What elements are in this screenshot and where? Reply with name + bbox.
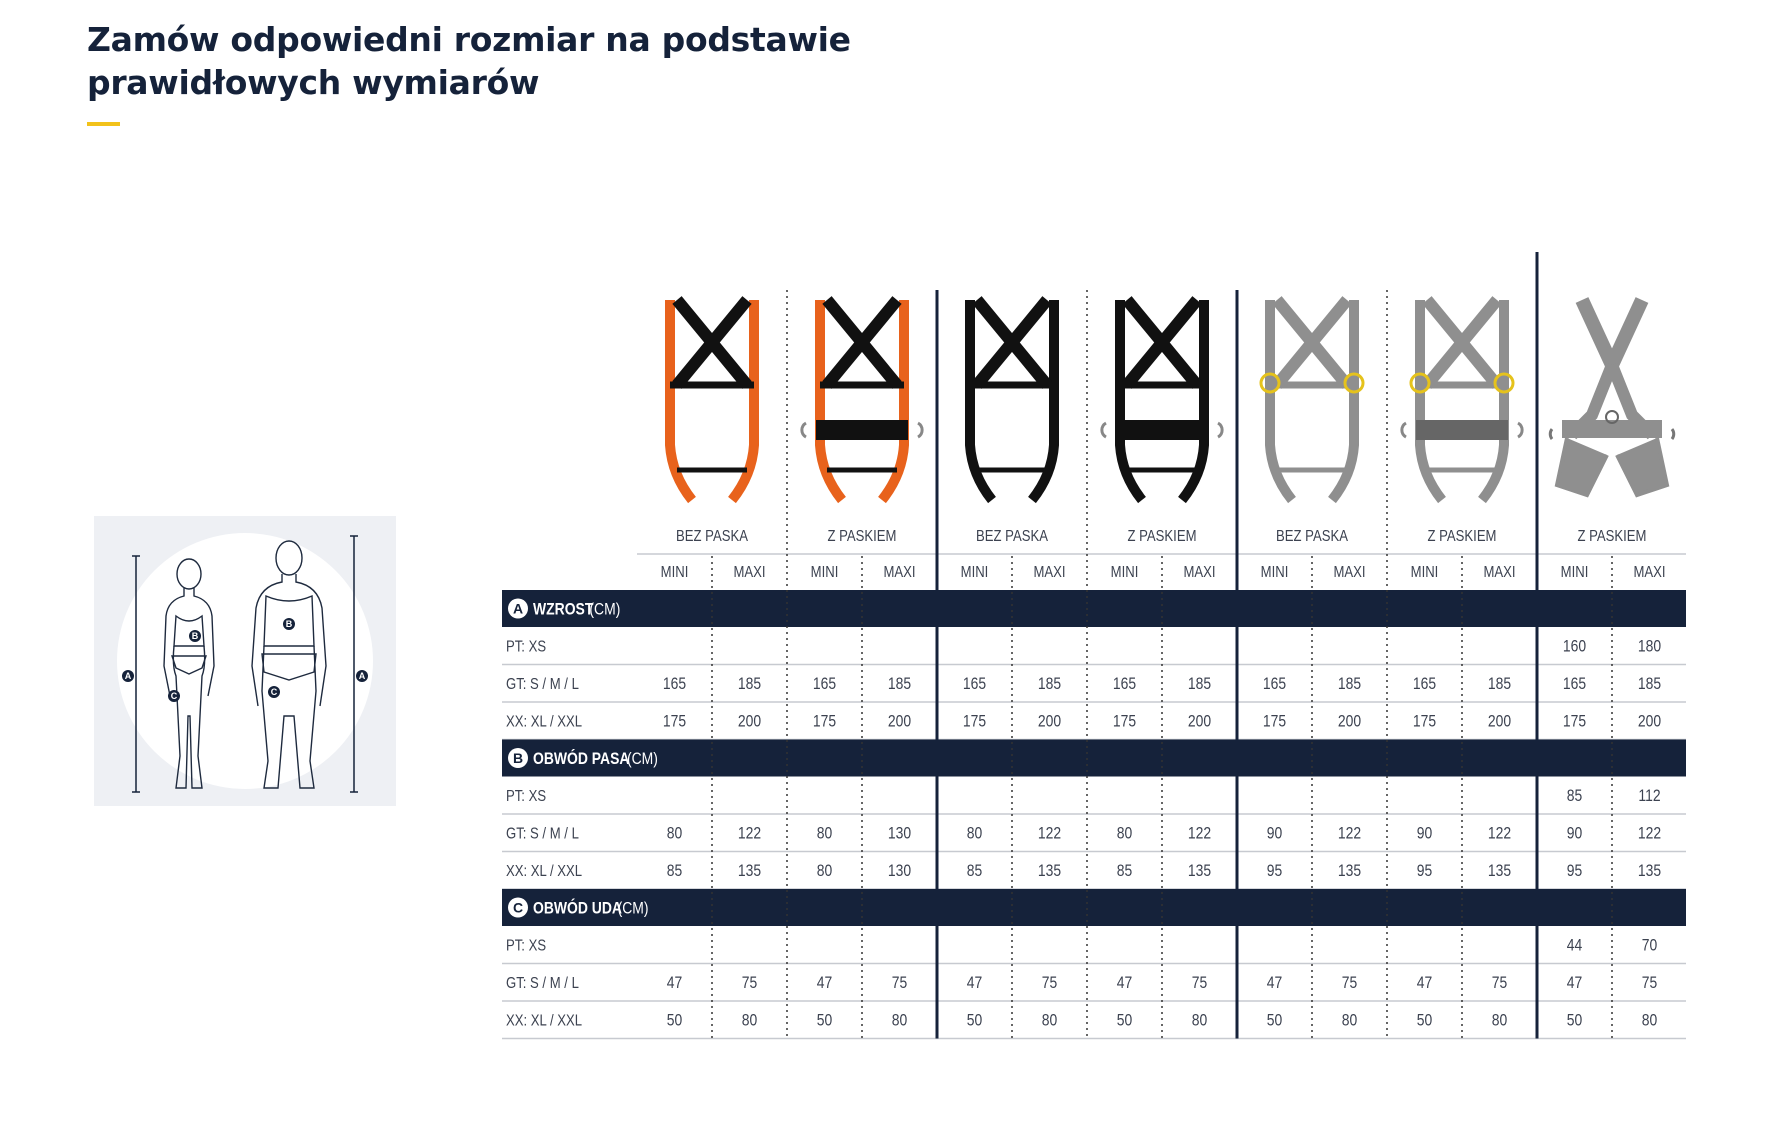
size-label: MINI: [960, 563, 989, 582]
table-cell: 47: [816, 974, 833, 993]
section-letter: A: [512, 600, 524, 617]
table-cell: 90: [1416, 824, 1433, 844]
table-cell: 165: [812, 675, 837, 694]
table-cell: 135: [1037, 862, 1062, 881]
table-cell: 47: [1566, 974, 1583, 993]
table-cell: 75: [1641, 974, 1658, 993]
table-cell: 50: [1416, 1011, 1433, 1031]
harness-6-icon: [1402, 300, 1522, 500]
table-cell: 75: [1341, 974, 1358, 993]
table-cell: 95: [1416, 862, 1433, 881]
table-cell: 50: [966, 1011, 983, 1031]
table-cell: 85: [666, 862, 683, 881]
table-cell: 135: [1187, 862, 1212, 881]
marker-a-left: A: [124, 671, 132, 681]
table-cell: 70: [1641, 936, 1658, 956]
table-cell: 75: [891, 974, 908, 993]
table-cell: 90: [1266, 824, 1283, 844]
table-cell: 80: [816, 824, 833, 844]
harness-7-icon: [1550, 300, 1674, 495]
section-header-c: [502, 889, 1686, 926]
table-cell: 95: [1266, 862, 1283, 881]
table-cell: 165: [1562, 675, 1587, 694]
table-cell: 175: [1412, 712, 1437, 732]
section-letter: B: [512, 750, 524, 766]
table-cell: 47: [1116, 974, 1133, 993]
table-cell: 130: [887, 824, 912, 844]
size-label: MINI: [1410, 563, 1439, 582]
table-cell: 185: [1187, 675, 1212, 694]
title-line-2: prawidłowych wymiarów: [87, 63, 540, 102]
table-cell: 200: [887, 712, 912, 732]
marker-b-woman: B: [191, 631, 199, 641]
harness-2-icon: [802, 300, 922, 500]
section-header-b: [502, 740, 1686, 777]
marker-b-man: B: [285, 619, 293, 629]
table-cell: 122: [1037, 824, 1062, 844]
harness-5-icon: [1261, 300, 1363, 500]
section-letter: C: [512, 899, 524, 916]
title-line-1: Zamów odpowiedni rozmiar na podstawie: [87, 20, 851, 59]
size-label: MAXI: [1183, 563, 1216, 582]
table-cell: 80: [966, 824, 983, 844]
table-cell: 200: [1487, 712, 1512, 732]
table-cell: 180: [1637, 637, 1662, 657]
row-label: GT: S / M / L: [506, 676, 579, 694]
harness-4-icon: [1102, 300, 1222, 500]
harness-3-icon: [970, 300, 1054, 500]
table-cell: 90: [1566, 824, 1583, 844]
size-label: MINI: [1110, 563, 1139, 582]
product-label: Z PASKIEM: [1577, 527, 1647, 546]
table-cell: 50: [1566, 1011, 1583, 1031]
size-label: MINI: [1260, 563, 1289, 582]
table-cell: 80: [1041, 1011, 1058, 1031]
table-cell: 175: [812, 712, 837, 732]
product-label: Z PASKIEM: [827, 527, 897, 546]
section-unit: (CM): [627, 749, 658, 769]
size-label: MAXI: [1033, 563, 1066, 582]
row-label: PT: XS: [506, 788, 547, 806]
table-cell: 185: [737, 675, 762, 694]
table-cell: 130: [887, 862, 912, 881]
table-cell: 47: [666, 974, 683, 993]
harness-1-icon: [670, 300, 754, 500]
product-label: Z PASKIEM: [1427, 527, 1497, 546]
table-cell: 47: [966, 974, 983, 993]
table-cell: 185: [887, 675, 912, 694]
table-cell: 175: [962, 712, 987, 732]
table-cell: 47: [1416, 974, 1433, 993]
table-cell: 80: [891, 1011, 908, 1031]
table-cell: 135: [737, 862, 762, 881]
table-cell: 85: [966, 862, 983, 881]
section-header-a: [502, 590, 1686, 627]
table-cell: 85: [1566, 787, 1583, 806]
row-label: GT: S / M / L: [506, 975, 579, 993]
table-cell: 44: [1566, 936, 1583, 956]
table-cell: 122: [1487, 824, 1512, 844]
marker-c-woman: C: [170, 691, 178, 701]
row-label: XX: XL / XXL: [506, 863, 583, 881]
table-cell: 80: [1491, 1011, 1508, 1031]
table-cell: 175: [662, 712, 687, 732]
section-name: WZROST: [533, 600, 594, 619]
size-label: MAXI: [733, 563, 766, 582]
table-cell: 185: [1037, 675, 1062, 694]
table-cell: 200: [737, 712, 762, 732]
table-cell: 85: [1116, 862, 1133, 881]
table-cell: 75: [1491, 974, 1508, 993]
row-label: PT: XS: [506, 638, 547, 657]
marker-a-right: A: [358, 671, 366, 681]
table-cell: 165: [1262, 675, 1287, 694]
table-cell: 75: [1191, 974, 1208, 993]
table-cell: 135: [1637, 862, 1662, 881]
table-cell: 122: [1187, 824, 1212, 844]
table-cell: 165: [662, 675, 687, 694]
row-label: GT: S / M / L: [506, 825, 579, 844]
table-cell: 175: [1262, 712, 1287, 732]
row-label: XX: XL / XXL: [506, 713, 583, 732]
table-cell: 80: [1341, 1011, 1358, 1031]
table-cell: 80: [741, 1011, 758, 1031]
table-cell: 50: [1266, 1011, 1283, 1031]
table-cell: 165: [962, 675, 987, 694]
size-label: MAXI: [1633, 563, 1666, 582]
table-cell: 50: [1116, 1011, 1133, 1031]
table-cell: 185: [1637, 675, 1662, 694]
table-cell: 165: [1112, 675, 1137, 694]
size-label: MAXI: [883, 563, 916, 582]
table-cell: 47: [1266, 974, 1283, 993]
size-label: MAXI: [1483, 563, 1516, 582]
product-label: BEZ PASKA: [676, 527, 748, 546]
size-label: MINI: [1560, 563, 1589, 582]
table-cell: 160: [1562, 637, 1587, 657]
table-cell: 80: [1116, 824, 1133, 844]
table-cell: 80: [1641, 1011, 1658, 1031]
section-name: OBWÓD PASA: [533, 749, 630, 769]
section-name: OBWÓD UDA: [533, 899, 622, 918]
marker-c-man: C: [270, 687, 278, 697]
table-cell: 122: [1637, 824, 1662, 844]
table-cell: 80: [816, 862, 833, 881]
table-cell: 75: [741, 974, 758, 993]
size-label: MAXI: [1333, 563, 1366, 582]
table-cell: 75: [1041, 974, 1058, 993]
table-cell: 200: [1337, 712, 1362, 732]
table-cell: 112: [1638, 787, 1661, 806]
table-cell: 175: [1562, 712, 1587, 732]
product-label: Z PASKIEM: [1127, 527, 1197, 546]
table-cell: 200: [1637, 712, 1662, 732]
table-cell: 135: [1337, 862, 1362, 881]
row-label: PT: XS: [506, 937, 547, 956]
table-cell: 175: [1112, 712, 1137, 732]
table-cell: 95: [1566, 862, 1583, 881]
size-label: MINI: [660, 563, 689, 582]
table-cell: 135: [1487, 862, 1512, 881]
product-label: BEZ PASKA: [976, 527, 1048, 546]
table-cell: 122: [737, 824, 762, 844]
table-cell: 185: [1337, 675, 1362, 694]
table-cell: 200: [1037, 712, 1062, 732]
table-cell: 165: [1412, 675, 1437, 694]
size-label: MINI: [810, 563, 839, 582]
table-cell: 50: [666, 1011, 683, 1031]
row-label: XX: XL / XXL: [506, 1012, 583, 1031]
section-unit: (CM): [589, 600, 621, 619]
table-cell: 80: [666, 824, 683, 844]
section-unit: (CM): [617, 899, 649, 918]
table-cell: 200: [1187, 712, 1212, 732]
table-cell: 50: [816, 1011, 833, 1031]
product-label: BEZ PASKA: [1276, 527, 1348, 546]
table-cell: 185: [1487, 675, 1512, 694]
table-cell: 80: [1191, 1011, 1208, 1031]
table-cell: 122: [1337, 824, 1362, 844]
